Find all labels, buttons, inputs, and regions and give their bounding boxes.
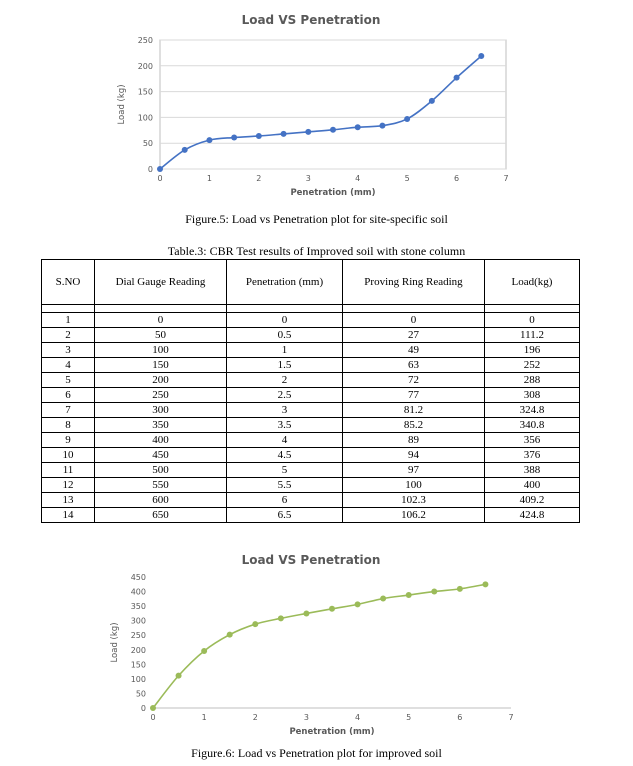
x-axis-title: Penetration (mm) [289,727,375,737]
table-header-row [42,260,580,305]
x-tick-label: 7 [503,174,509,183]
data-point [305,129,311,135]
data-point [478,53,484,59]
cell-penetration: 3.5 [227,418,343,433]
data-point [429,98,435,104]
cell-proving-ring: 100 [343,478,485,493]
cell-penetration: 2 [227,373,343,388]
cell-dial-gauge: 300 [95,403,227,418]
table-row [42,403,580,418]
x-tick-label: 7 [508,713,514,722]
cell-dial-gauge: 350 [95,418,227,433]
cell-dial-gauge: 600 [95,493,227,508]
x-tick-label: 3 [303,713,309,722]
cell-dial-gauge: 50 [95,328,227,343]
cell-load: 388 [485,463,580,478]
cell-sno: 5 [42,373,95,388]
cell-proving-ring: 106.2 [343,508,485,523]
data-point [355,601,361,607]
x-tick-label: 0 [157,174,163,183]
cell-dial-gauge: 450 [95,448,227,463]
table-row [42,388,580,403]
data-point [380,596,386,602]
data-point [176,673,182,679]
data-point [252,621,258,627]
x-tick-label: 3 [305,174,311,183]
cell-sno: 8 [42,418,95,433]
y-tick-label: 200 [137,61,153,71]
data-point [278,615,284,621]
cell-proving-ring: 63 [343,358,485,373]
table3-caption: Table.3: CBR Test results of Improved soil with stone column [167,244,466,258]
table-row [42,463,580,478]
load-penetration-chart-improved-soil [0,545,633,740]
cell-proving-ring: 102.3 [343,493,485,508]
table-spacer-row [42,305,580,313]
table-row [42,478,580,493]
cell-sno: 2 [42,328,95,343]
cell-load: 424.8 [485,508,580,523]
y-tick-label: 250 [137,36,153,45]
cell-proving-ring: 85.2 [343,418,485,433]
cell-dial-gauge: 250 [95,388,227,403]
cell-sno: 9 [42,433,95,448]
spacer-cell [485,305,580,313]
spacer-cell [42,305,95,313]
cbr-results-table [41,259,580,523]
table-row [42,448,580,463]
y-tick-label: 150 [130,660,146,670]
data-point [329,606,335,612]
spacer-cell [227,305,343,313]
table-row [42,433,580,448]
cell-sno: 14 [42,508,95,523]
cell-penetration: 4 [227,433,343,448]
cell-penetration: 0.5 [227,328,343,343]
table-row [42,418,580,433]
data-point [182,147,188,153]
cell-load: 409.2 [485,493,580,508]
cell-penetration: 2.5 [227,388,343,403]
cell-penetration: 3 [227,403,343,418]
y-tick-label: 50 [135,689,146,699]
x-tick-label: 6 [454,174,460,183]
x-tick-label: 2 [256,174,262,183]
data-point [404,116,410,122]
cell-dial-gauge: 550 [95,478,227,493]
cell-proving-ring: 49 [343,343,485,358]
cell-penetration: 5 [227,463,343,478]
data-point [206,137,212,143]
spacer-cell [343,305,485,313]
cell-penetration: 1 [227,343,343,358]
table-row [42,358,580,373]
cell-proving-ring: 89 [343,433,485,448]
series-line [160,56,481,169]
cell-load: 400 [485,478,580,493]
table-row [42,493,580,508]
y-tick-label: 100 [137,113,153,123]
cell-load: 340.8 [485,418,580,433]
col-header-penetration: Penetration (mm) [227,260,343,305]
cell-penetration: 1.5 [227,358,343,373]
y-tick-label: 50 [142,139,153,149]
x-tick-label: 4 [355,174,361,183]
cell-penetration: 5.5 [227,478,343,493]
load-penetration-chart-site-soil [0,0,633,205]
table-row [42,343,580,358]
cell-load: 376 [485,448,580,463]
y-tick-label: 0 [147,165,153,174]
data-point [457,586,463,592]
cell-load: 288 [485,373,580,388]
cell-sno: 10 [42,448,95,463]
cell-load: 252 [485,358,580,373]
x-tick-label: 1 [206,174,212,183]
data-point [256,133,262,139]
cell-penetration: 4.5 [227,448,343,463]
y-tick-label: 400 [130,587,146,597]
cell-load: 111.2 [485,328,580,343]
col-header-proving-ring: Proving Ring Reading [343,260,485,305]
series-line [153,584,485,708]
cell-load: 0 [485,313,580,328]
cell-sno: 12 [42,478,95,493]
cell-proving-ring: 97 [343,463,485,478]
cell-penetration: 0 [227,313,343,328]
data-point [303,610,309,616]
cell-sno: 7 [42,403,95,418]
cell-proving-ring: 0 [343,313,485,328]
cell-dial-gauge: 200 [95,373,227,388]
data-point [231,135,237,141]
cell-penetration: 6.5 [227,508,343,523]
cell-sno: 6 [42,388,95,403]
cell-dial-gauge: 400 [95,433,227,448]
data-point [330,127,336,133]
y-tick-label: 150 [137,87,153,97]
cell-load: 308 [485,388,580,403]
col-header-load: Load(kg) [485,260,580,305]
cell-dial-gauge: 100 [95,343,227,358]
y-axis-title: Load (kg) [110,622,120,663]
x-tick-label: 1 [201,713,207,722]
figure5-caption: Figure.5: Load vs Penetration plot for site-specific soil [185,212,448,226]
plot-frame [160,40,506,169]
y-tick-label: 450 [130,573,146,582]
cell-load: 196 [485,343,580,358]
cell-proving-ring: 94 [343,448,485,463]
table-row [42,328,580,343]
y-tick-label: 200 [130,645,146,655]
figure6-caption: Figure.6: Load vs Penetration plot for improved soil [191,746,442,760]
x-tick-label: 6 [457,713,463,722]
data-point [482,581,488,587]
y-axis-title: Load (kg) [117,84,127,125]
table-row [42,313,580,328]
x-axis-title: Penetration (mm) [290,188,376,198]
cell-sno: 3 [42,343,95,358]
cell-sno: 1 [42,313,95,328]
data-point [379,123,385,129]
data-point [454,75,460,81]
data-point [431,589,437,595]
y-tick-label: 300 [130,616,146,626]
cell-sno: 13 [42,493,95,508]
data-point [157,166,163,172]
x-tick-label: 5 [404,174,410,183]
x-tick-label: 2 [252,713,258,722]
data-point [281,131,287,137]
x-tick-label: 5 [406,713,412,722]
cell-dial-gauge: 500 [95,463,227,478]
cell-dial-gauge: 0 [95,313,227,328]
y-tick-label: 100 [130,674,146,684]
cell-sno: 11 [42,463,95,478]
spacer-cell [95,305,227,313]
data-point [201,648,207,654]
cell-dial-gauge: 650 [95,508,227,523]
chart-title: Load VS Penetration [241,13,381,27]
cell-proving-ring: 81.2 [343,403,485,418]
cell-proving-ring: 27 [343,328,485,343]
table-row [42,508,580,523]
data-point [227,632,233,638]
data-point [406,592,412,598]
x-tick-label: 4 [355,713,361,722]
cell-load: 324.8 [485,403,580,418]
cell-proving-ring: 72 [343,373,485,388]
chart-title: Load VS Penetration [241,553,381,567]
cell-proving-ring: 77 [343,388,485,403]
col-header-dial-gauge: Dial Gauge Reading [95,260,227,305]
y-tick-label: 250 [130,631,146,641]
cell-sno: 4 [42,358,95,373]
data-point [150,705,156,711]
y-tick-label: 350 [130,602,146,612]
cell-load: 356 [485,433,580,448]
col-header-sno: S.NO [42,260,95,305]
table-row [42,373,580,388]
cell-dial-gauge: 150 [95,358,227,373]
y-tick-label: 0 [140,704,146,713]
data-point [355,124,361,130]
x-tick-label: 0 [150,713,156,722]
cell-penetration: 6 [227,493,343,508]
